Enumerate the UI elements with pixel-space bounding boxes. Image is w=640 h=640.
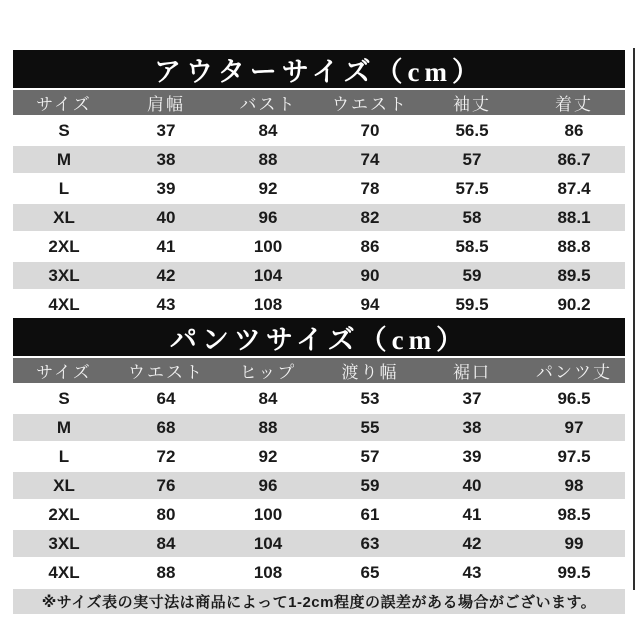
size-row <box>13 261 625 290</box>
measurement-cell: 65 <box>319 558 421 586</box>
measurement-cell: 64 <box>115 384 217 413</box>
size-label-cell: S <box>13 384 115 413</box>
size-row <box>13 384 625 413</box>
measurement-cell: 42 <box>421 529 523 558</box>
outer-size-title: アウターサイズ（cm） <box>13 50 625 90</box>
measurement-cell: 41 <box>421 500 523 529</box>
column-header: ウエスト <box>115 358 217 384</box>
measurement-cell: 97 <box>523 413 625 442</box>
outer-size-section <box>13 50 625 318</box>
size-tolerance-note: ※サイズ表の実寸法は商品によって1-2cm程度の誤差がある場合がございます。 <box>13 589 625 614</box>
measurement-cell: 97.5 <box>523 442 625 471</box>
measurement-cell: 100 <box>217 500 319 529</box>
outer-size-table <box>13 90 625 318</box>
measurement-cell: 98 <box>523 471 625 500</box>
measurement-cell: 88 <box>217 413 319 442</box>
measurement-cell: 56.5 <box>421 116 523 145</box>
measurement-cell: 92 <box>217 442 319 471</box>
size-row <box>13 174 625 203</box>
measurement-cell: 40 <box>421 471 523 500</box>
measurement-cell: 96 <box>217 471 319 500</box>
size-chart-sheet <box>13 50 625 614</box>
column-header: サイズ <box>13 358 115 384</box>
measurement-cell: 74 <box>319 145 421 174</box>
measurement-cell: 59 <box>319 471 421 500</box>
measurement-cell: 96 <box>217 203 319 232</box>
column-header: ウエスト <box>319 90 421 116</box>
header-row <box>13 90 625 116</box>
column-header: 肩幅 <box>115 90 217 116</box>
size-row <box>13 413 625 442</box>
size-label-cell: L <box>13 174 115 203</box>
measurement-cell: 76 <box>115 471 217 500</box>
size-label-cell: 3XL <box>13 261 115 290</box>
size-row <box>13 558 625 586</box>
measurement-cell: 104 <box>217 261 319 290</box>
size-label-cell: 4XL <box>13 558 115 586</box>
size-label-cell: M <box>13 413 115 442</box>
measurement-cell: 84 <box>115 529 217 558</box>
size-row <box>13 442 625 471</box>
measurement-cell: 92 <box>217 174 319 203</box>
right-edge-line <box>633 48 635 590</box>
measurement-cell: 87.4 <box>523 174 625 203</box>
measurement-cell: 42 <box>115 261 217 290</box>
measurement-cell: 86 <box>319 232 421 261</box>
measurement-cell: 37 <box>115 116 217 145</box>
measurement-cell: 88 <box>217 145 319 174</box>
measurement-cell: 98.5 <box>523 500 625 529</box>
measurement-cell: 88 <box>115 558 217 586</box>
measurement-cell: 53 <box>319 384 421 413</box>
column-header: 袖丈 <box>421 90 523 116</box>
measurement-cell: 94 <box>319 290 421 318</box>
measurement-cell: 99 <box>523 529 625 558</box>
size-label-cell: S <box>13 116 115 145</box>
measurement-cell: 84 <box>217 384 319 413</box>
measurement-cell: 68 <box>115 413 217 442</box>
measurement-cell: 82 <box>319 203 421 232</box>
size-label-cell: 2XL <box>13 500 115 529</box>
pants-size-title: パンツサイズ（cm） <box>13 318 625 358</box>
measurement-cell: 55 <box>319 413 421 442</box>
size-row <box>13 116 625 145</box>
measurement-cell: 88.8 <box>523 232 625 261</box>
measurement-cell: 88.1 <box>523 203 625 232</box>
column-header: パンツ丈 <box>523 358 625 384</box>
measurement-cell: 43 <box>115 290 217 318</box>
measurement-cell: 38 <box>421 413 523 442</box>
measurement-cell: 57 <box>319 442 421 471</box>
measurement-cell: 39 <box>421 442 523 471</box>
measurement-cell: 59.5 <box>421 290 523 318</box>
size-row <box>13 471 625 500</box>
measurement-cell: 86 <box>523 116 625 145</box>
measurement-cell: 99.5 <box>523 558 625 586</box>
measurement-cell: 59 <box>421 261 523 290</box>
header-row <box>13 358 625 384</box>
measurement-cell: 37 <box>421 384 523 413</box>
measurement-cell: 72 <box>115 442 217 471</box>
measurement-cell: 40 <box>115 203 217 232</box>
measurement-cell: 90.2 <box>523 290 625 318</box>
measurement-cell: 89.5 <box>523 261 625 290</box>
measurement-cell: 84 <box>217 116 319 145</box>
size-label-cell: XL <box>13 203 115 232</box>
measurement-cell: 108 <box>217 558 319 586</box>
measurement-cell: 96.5 <box>523 384 625 413</box>
measurement-cell: 108 <box>217 290 319 318</box>
measurement-cell: 86.7 <box>523 145 625 174</box>
size-label-cell: 4XL <box>13 290 115 318</box>
size-row <box>13 500 625 529</box>
column-header: 裾口 <box>421 358 523 384</box>
pants-size-section <box>13 318 625 586</box>
column-header: 着丈 <box>523 90 625 116</box>
measurement-cell: 90 <box>319 261 421 290</box>
measurement-cell: 78 <box>319 174 421 203</box>
size-label-cell: M <box>13 145 115 174</box>
measurement-cell: 80 <box>115 500 217 529</box>
measurement-cell: 43 <box>421 558 523 586</box>
size-row <box>13 290 625 318</box>
measurement-cell: 63 <box>319 529 421 558</box>
measurement-cell: 61 <box>319 500 421 529</box>
measurement-cell: 57.5 <box>421 174 523 203</box>
measurement-cell: 57 <box>421 145 523 174</box>
column-header: ヒップ <box>217 358 319 384</box>
measurement-cell: 39 <box>115 174 217 203</box>
size-row <box>13 529 625 558</box>
measurement-cell: 41 <box>115 232 217 261</box>
measurement-cell: 38 <box>115 145 217 174</box>
column-header: サイズ <box>13 90 115 116</box>
column-header: バスト <box>217 90 319 116</box>
pants-size-table <box>13 358 625 586</box>
size-label-cell: XL <box>13 471 115 500</box>
size-row <box>13 203 625 232</box>
measurement-cell: 58 <box>421 203 523 232</box>
measurement-cell: 104 <box>217 529 319 558</box>
measurement-cell: 100 <box>217 232 319 261</box>
size-label-cell: 3XL <box>13 529 115 558</box>
size-label-cell: L <box>13 442 115 471</box>
measurement-cell: 58.5 <box>421 232 523 261</box>
size-row <box>13 145 625 174</box>
size-label-cell: 2XL <box>13 232 115 261</box>
measurement-cell: 70 <box>319 116 421 145</box>
size-row <box>13 232 625 261</box>
column-header: 渡り幅 <box>319 358 421 384</box>
